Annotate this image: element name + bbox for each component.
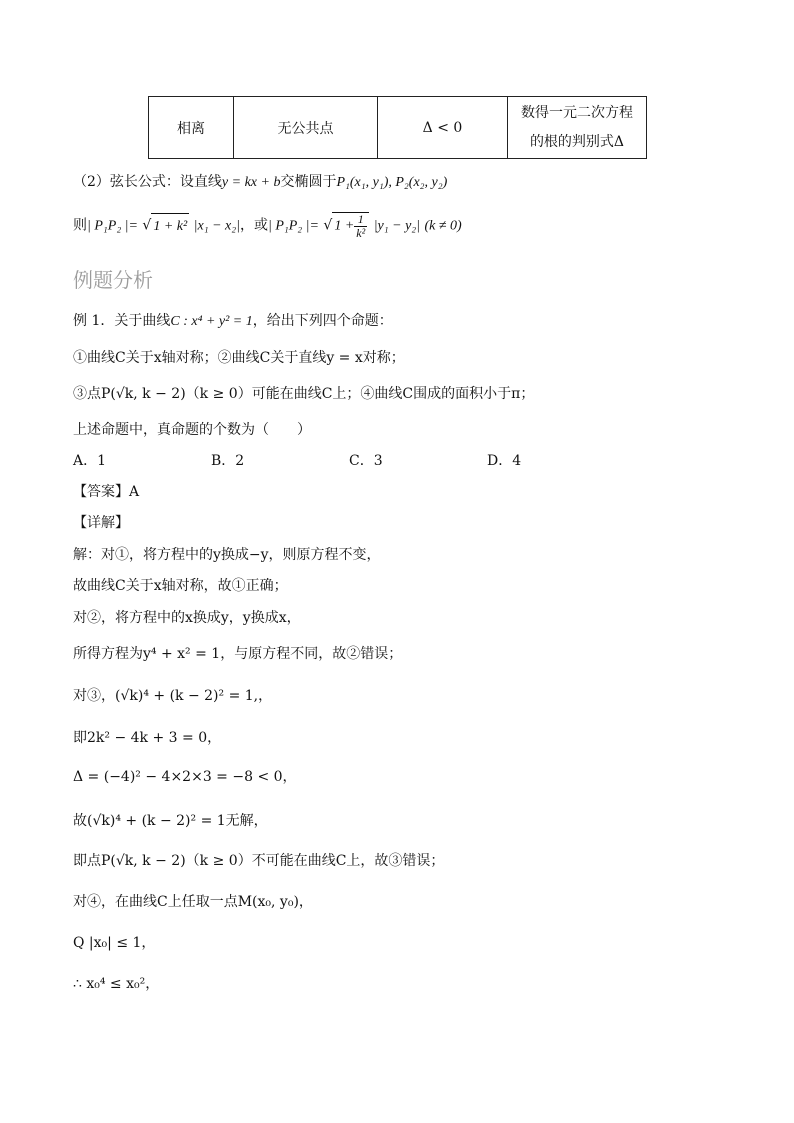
- formula-2-tail: |y₁ − y₂|: [373, 218, 420, 234]
- solution-line: 即2k² − 4k + 3 = 0，: [73, 730, 222, 746]
- solution-line: 对④，在曲线C上任取一点M(x₀, y₀)，: [73, 894, 313, 910]
- intersection-points: P₁(x₁, y₁), P₂(x₂, y₂): [336, 175, 448, 190]
- question-line-2: ①曲线C关于x轴对称；②曲线C关于直线y = x对称；: [73, 350, 405, 366]
- solution-line: Q |x₀| ≤ 1，: [73, 935, 156, 951]
- option-c: C．3: [349, 453, 383, 469]
- option-a: A．1: [73, 453, 107, 469]
- solution-line: 所得方程为y⁴ + x² = 1，与原方程不同，故②错误；: [73, 646, 403, 662]
- note-cell: [508, 97, 647, 159]
- relation-table: [148, 96, 647, 159]
- option-b: B．2: [211, 453, 245, 469]
- formula-1-lhs: | P₁P₂ |=: [87, 218, 138, 234]
- curve-equation: C : x⁴ + y² = 1: [170, 314, 253, 329]
- formula-2-condition: (k ≠ 0): [424, 218, 462, 234]
- solution-line: Δ = (−4)² − 4×2×3 = −8 < 0，: [73, 769, 297, 785]
- options-row: [73, 451, 625, 471]
- relation-cell: 相离: [149, 97, 234, 159]
- fraction-denominator: k²: [356, 226, 366, 240]
- chord-title-text: （2）弦长公式：设直线: [73, 174, 222, 190]
- solution-line: 故(√k)⁴ + (k − 2)² = 1无解，: [73, 813, 268, 829]
- intersection-cell: 无公共点: [234, 97, 378, 159]
- note-line-2: 的根的判别式Δ: [529, 133, 625, 150]
- solution-line: 即点P(√k, k − 2)（k ≥ 0）不可能在曲线C上，故③错误；: [73, 853, 445, 869]
- formula-2-lhs: | P₁P₂ |=: [267, 218, 319, 234]
- line-equation: y = kx + b: [221, 175, 281, 190]
- section-heading: 例题分析: [73, 268, 153, 292]
- formula-1-tail: |x₁ − x₂|: [193, 218, 240, 234]
- fraction: [354, 213, 367, 240]
- option-d: D．4: [487, 453, 522, 469]
- formula-1-radicand: 1 + k²: [151, 213, 189, 240]
- formula-or: ，或: [239, 217, 268, 234]
- chord-title-mid: 交椭圆于: [280, 174, 337, 190]
- detail-label: 【详解】: [73, 515, 129, 531]
- solution-line: ∴ x₀⁴ ≤ x₀²，: [73, 976, 160, 992]
- chord-formula: 则| P₁P₂ |= √ 1 + k² |x₁ − x₂|，或| P₁P₂ |= √ 1 + $\frac{1}{\text{k²}}$ |y₁ − y₂| (k ≠ 0): [73, 212, 462, 240]
- fraction-numerator: 1: [354, 213, 367, 227]
- answer: 【答案】A: [73, 484, 140, 500]
- question-line-4: 上述命题中，真命题的个数为（ ）: [73, 422, 311, 438]
- question-line-3: ③点P(√k, k − 2)（k ≥ 0）可能在曲线C上；④曲线C围成的面积小于π；: [73, 386, 535, 402]
- question-1a: 例 1．关于曲线: [73, 313, 171, 329]
- note-line-1: 数得一元二次方程: [521, 104, 633, 121]
- formula-2-radicand: [332, 212, 369, 240]
- solution-line: 解：对①，将方程中的y换成−y，则原方程不变，: [73, 547, 381, 563]
- solution-line: 故曲线C关于x轴对称，故①正确；: [73, 578, 288, 594]
- solution-line: 对②，将方程中的x换成y，y换成x，: [73, 610, 301, 626]
- table-row: [149, 97, 647, 159]
- formula-prefix: 则: [73, 217, 87, 234]
- formula-2-radicand-a: 1 +: [334, 218, 355, 234]
- question-line-1: [73, 311, 393, 332]
- question-1c: ，给出下列四个命题：: [252, 313, 393, 329]
- solution-line: 对③，(√k)⁴ + (k − 2)² = 1,，: [73, 688, 273, 704]
- chord-title: [73, 172, 447, 193]
- discriminant-cell: Δ < 0: [378, 97, 508, 159]
